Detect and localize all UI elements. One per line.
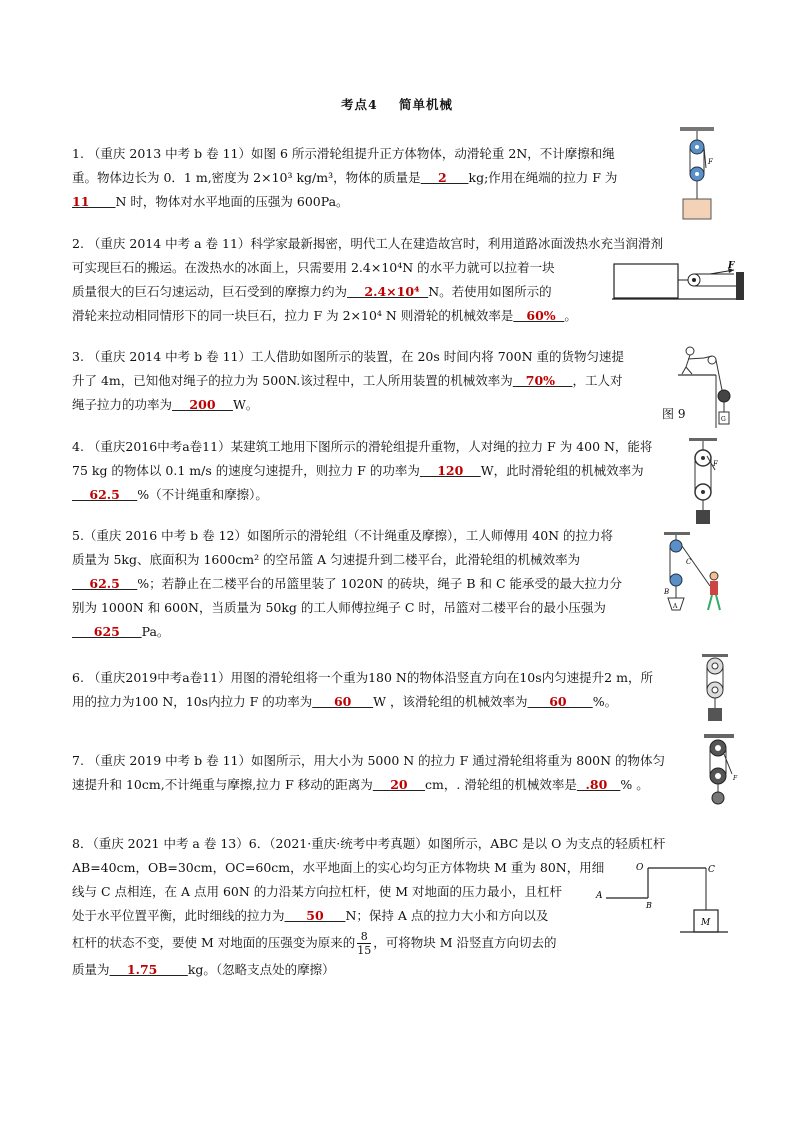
ceiling: [689, 438, 717, 441]
q6-pulley-figure: [700, 654, 730, 722]
worker-leg-2: [686, 367, 692, 374]
q1-line2: 重。物体边长为 0．1 m,密度为 2×10³ kg/m³，物体的质量是: [72, 170, 421, 185]
worker-shirt: [710, 581, 718, 595]
q7-answer-1[interactable]: 20: [372, 777, 426, 792]
q8-line3: 线与 C 点相连，在 A 点用 60N 的力沿某方向拉杠杆，使 M 对地面的压力最小，且杠杆: [72, 884, 563, 899]
q5-line1: 5.（重庆 2016 中考 b 卷 12）如图所示的滑轮组（不计绳重及摩擦），工人师傅用 40N 的拉力将: [72, 528, 614, 543]
q1-line3: N 时，物体对水平地面的压强为 600Pa。: [115, 194, 349, 209]
q8-line1: 8．（重庆 2021 中考 a 卷 13）6．（2021·重庆·统考中考真题）如图所示，ABC 是以 O 为支点的轻质杠杆: [72, 836, 666, 851]
q3-line2b: ，工人对: [572, 373, 623, 388]
label-o: O: [636, 863, 644, 873]
pulley-axle: [692, 278, 696, 282]
question-4: [72, 435, 682, 507]
q8-line6b: kg。（忽略支点处的摩擦）: [187, 962, 335, 977]
q4-line1: 4. （重庆2016中考a卷11）某建筑工地用下图所示的滑轮组提升重物，人对绳的拉力 F 为 400 N，能将: [72, 439, 653, 454]
label-m: M: [701, 918, 711, 928]
q6-line1: 6. （重庆2019中考a卷11）用图的滑轮组将一个重为180 N的物体沿竖直方向在10s内匀速提升2 m，所: [72, 670, 653, 685]
fixed-pulley: [670, 540, 682, 552]
q8-line5: 杠杆的状态不变，要使 M 对地面的压强变为原来的: [72, 935, 356, 950]
force-label-f: F: [733, 775, 738, 782]
q5-answer-2[interactable]: 625: [72, 624, 142, 639]
q3-answer-1[interactable]: 70%: [512, 373, 573, 388]
question-3: [72, 345, 692, 417]
ceiling: [664, 532, 690, 535]
q2-line3b: N。若使用如图所示的: [428, 284, 552, 299]
movable-pulley: [718, 390, 730, 402]
q5-line2: 质量为 5kg、底面积为 1600cm² 的空吊篮 A 匀速提升到二楼平台，此滑轮组的机械效率为: [72, 552, 581, 567]
q7-line2: 速提升和 10cm,不计绳重与摩擦,拉力 F 移动的距离为: [72, 777, 373, 792]
q4-line3: %（不计绳重和摩擦）。: [137, 487, 268, 502]
q2-line4b: 。: [564, 308, 577, 323]
label-a: A: [596, 891, 603, 901]
question-8: [72, 832, 732, 856]
worker-leg-2: [716, 595, 720, 610]
q6-answer-1[interactable]: 60: [312, 694, 374, 709]
pulley-axle: [695, 145, 699, 149]
q6-line2c: %。: [592, 694, 618, 709]
wall-anchor: [736, 272, 744, 300]
rope-b: [716, 360, 722, 390]
q3-line3b: W。: [232, 397, 259, 412]
q2-line2: 可实现巨石的搬运。在泼热水的冰面上，只需要用 2.4×10⁴N 的水平力就可以拉着一块: [72, 260, 555, 275]
movable-pulley: [670, 574, 682, 586]
q6-line2b: W ，该滑轮组的机械效率为: [373, 694, 528, 709]
worker-head: [686, 347, 694, 355]
stone-block: [614, 264, 678, 298]
q2-answer-2[interactable]: 60%: [513, 308, 565, 323]
q5-line5: Pa。: [141, 624, 170, 639]
q6-line2: 用的拉力为100 N，10s内拉力 F 的功率为: [72, 694, 313, 709]
question-1: [72, 142, 672, 214]
q2-line4: 滑轮来拉动相同情形下的同一块巨石，拉力 F 为 2×10⁴ N 则滑轮的机械效率是: [72, 308, 514, 323]
q8-line5b: ，可将物块 M 沿竖直方向切去的: [373, 935, 557, 950]
worker-body: [686, 355, 690, 367]
q1-answer-2[interactable]: 11: [72, 194, 116, 209]
label-a: A: [673, 603, 678, 610]
q3-worker-pulley-figure: [678, 344, 744, 428]
q4-line2b: W，此时滑轮组的机械效率为: [480, 463, 644, 478]
q5-worker-figure: [662, 530, 732, 622]
q3-answer-2[interactable]: 200: [172, 397, 233, 412]
label-b: B: [646, 901, 652, 910]
q1-pulley-figure: [672, 124, 722, 220]
q7-answer-2[interactable]: .80: [576, 777, 621, 792]
q8-line4b: N；保持 A 点的拉力大小和方向以及: [345, 908, 549, 923]
q8-line4: 处于水平位置平衡，此时细线的拉力为: [72, 908, 285, 923]
q1-answer-1[interactable]: 2: [420, 170, 469, 185]
q4-answer-1[interactable]: 120: [419, 463, 481, 478]
q8-line6: 质量为: [72, 962, 110, 977]
question-8-body: [72, 856, 612, 982]
q8-lever-figure: [594, 858, 730, 938]
question-6: [72, 666, 712, 714]
q7-line1: 7. （重庆 2019 中考 b 卷 11）如图所示，用大小为 5000 N 的拉力 F 通过滑轮组将重为 800N 的物体匀: [72, 753, 666, 768]
force-label-f: F: [708, 158, 713, 166]
label-c: C: [686, 558, 692, 566]
label-b: B: [664, 588, 670, 596]
question-7: [72, 749, 702, 797]
q5-line4: 别为 1000N 和 600N，当质量为 50kg 的工人师傅拉绳子 C 时，吊篮对二楼平台的最小压强为: [72, 600, 606, 615]
cube-object: [683, 199, 711, 219]
load-block: [708, 708, 722, 721]
force-label-f: F: [728, 261, 735, 271]
q3-line1: 3. （重庆 2014 中考 b 卷 11）工人借助如图所示的装置，在 20s 时间内将 700N 重的货物匀速提: [72, 349, 624, 364]
question-5: [72, 524, 672, 644]
q7-pulley-figure: [702, 734, 742, 806]
page-title: 考点4 简单机械: [340, 97, 454, 112]
q8-answer-2[interactable]: 1.75: [109, 962, 188, 977]
force-label-f: F: [713, 460, 718, 468]
q8-line2: AB=40cm，OB=30cm，OC=60cm，水平地面上的实心均匀正方体物块 M 重为 80N，用细: [72, 860, 605, 875]
q3-line2: 升了 4m，已知他对绳子的拉力为 500N.该过程中，工人所用装置的机械效率为: [72, 373, 513, 388]
pulley-axle-2: [695, 172, 699, 176]
q7-line2b: cm，. 滑轮组的机械效率是: [425, 777, 577, 792]
fraction-8-15: [357, 930, 371, 957]
q2-line3: 质量很大的巨石匀速运动，巨石受到的摩擦力约为: [72, 284, 348, 299]
label-c: C: [708, 865, 715, 875]
q3-line3: 绳子拉力的功率为: [72, 397, 173, 412]
worker-arm: [688, 358, 704, 359]
fraction-numerator: 8: [357, 930, 371, 944]
worker-head: [710, 572, 718, 580]
q7-line2c: % 。: [620, 777, 649, 792]
q2-answer-1[interactable]: 2.4×10⁴: [347, 284, 429, 299]
q8-answer-1[interactable]: 50: [284, 908, 346, 923]
q4-line2: 75 kg 的物体以 0.1 m/s 的速度匀速提升，则拉力 F 的功率为: [72, 463, 420, 478]
ceiling-bar: [680, 127, 714, 131]
load-weight: [712, 792, 724, 804]
q5-answer-1[interactable]: 62.5: [72, 576, 138, 591]
svg-text:G: G: [721, 416, 726, 423]
q5-line3: %；若静止在二楼平台的吊篮里装了 1020N 的砖块，绳子 B 和 C 能承受的最大拉力分: [137, 576, 622, 591]
q1-line1: 1. （重庆 2013 中考 b 卷 11）如图 6 所示滑轮组提升正方体物体，动滑轮重 2N，不计摩擦和绳: [72, 146, 615, 161]
q2-line1: 2. （重庆 2014 中考 a 卷 11）科学家最新揭密，明代工人在建造故宫时，利用道路冰面泼热水充当润滑剂: [72, 236, 663, 251]
fraction-denominator: 15: [357, 944, 372, 957]
worker-leg-1: [682, 367, 686, 374]
worker-leg-1: [708, 595, 712, 610]
q1-line2b: kg;作用在绳端的拉力 F 为: [468, 170, 618, 185]
q6-answer-2[interactable]: 60: [527, 694, 593, 709]
q4-answer-2[interactable]: 62.5: [72, 487, 138, 502]
figure-caption: 图 9: [662, 407, 686, 421]
q2-sliding-pulley-figure: [612, 258, 750, 302]
q4-pulley-figure: [683, 436, 723, 526]
load-block: [696, 510, 710, 524]
